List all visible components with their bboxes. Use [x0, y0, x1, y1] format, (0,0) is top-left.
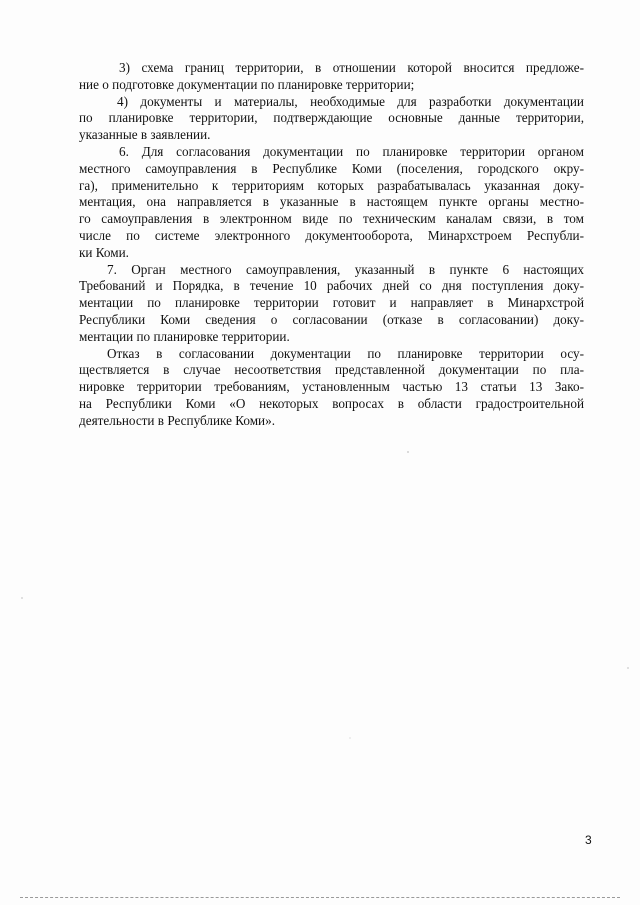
text-line: ментация, она направляется в указанные в настоящем пункте органы местно-: [79, 194, 584, 210]
clause-7: [79, 262, 584, 346]
text-line: ментации по планировке территории готовит и направляет в Минархстрой: [79, 295, 584, 311]
text-line: местного самоуправления в Республике Коми (поселения, городского окру-: [79, 160, 584, 176]
text-line: го самоуправления в электронном виде по техническим каналам связи, в том: [79, 211, 584, 227]
text-line: указанные в заявлении.: [79, 127, 211, 143]
text-line: на Республики Коми «О некоторых вопросах в области градостроительной: [79, 395, 584, 411]
text-line: 4) документы и материалы, необходимые для разработки документации: [117, 93, 584, 109]
text-line: Республики Коми сведения о согласовании (отказе в согласовании) доку-: [79, 311, 584, 327]
text-line: га), применительно к территориям которых разрабатывалась указанная доку-: [79, 177, 584, 193]
text-line: 6. Для согласования документации по планировке территории органом: [119, 143, 584, 159]
list-item-4: [79, 94, 584, 144]
text-line: 3) схема границ территории, в отношении которой вносится предложе-: [119, 60, 584, 75]
text-line: по планировке территории, подтверждающие основные данные территории,: [79, 110, 584, 126]
refusal-paragraph: [79, 346, 584, 430]
text-line: числе по системе электронного документооборота, Минархстроем Республи-: [79, 227, 584, 243]
text-line: Отказ в согласовании документации по планировке территории осу-: [107, 345, 584, 361]
text-line: нировке территории требованиям, установленным частью 13 статьи 13 Зако-: [79, 379, 584, 395]
document-body: [79, 60, 584, 430]
text-line: ментации по планировке территории.: [79, 328, 290, 344]
text-line: ществляется в случае несоответствия представленной документации по пла-: [79, 362, 584, 378]
text-line: деятельности в Республике Коми».: [79, 412, 276, 428]
clause-6: [79, 144, 584, 262]
text-line: 7. Орган местного самоуправления, указанный в пункте 6 настоящих: [107, 261, 584, 277]
text-line: ние о подготовке документации по планировке территории;: [79, 76, 415, 92]
page-number: 3: [585, 833, 592, 847]
scan-edge-line: [20, 897, 620, 899]
text-line: Требований и Порядка, в течение 10 рабочих дней со дня поступления доку-: [79, 278, 584, 294]
list-item-3: [79, 60, 584, 94]
text-line: ки Коми.: [79, 244, 129, 260]
